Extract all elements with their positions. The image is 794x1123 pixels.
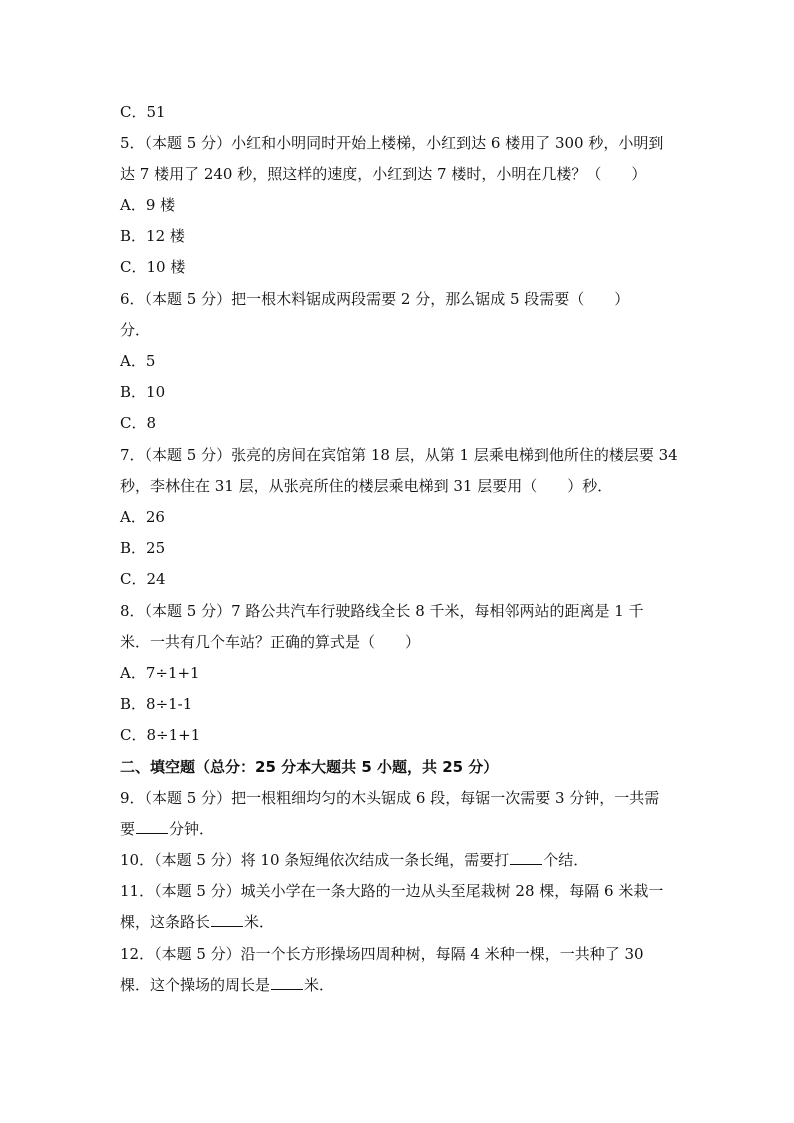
- q9-text-after-blank: 分钟．: [169, 820, 215, 838]
- q10-text-after-blank: 个结．: [543, 851, 589, 869]
- q5-text-line2: 达 7 楼用了 240 秒，照这样的速度，小红到达 7 楼时，小明在几楼？（ ）: [120, 165, 647, 183]
- q6-text-line1: 6．（本题 5 分）把一根木料锯成两段需要 2 分，那么锯成 5 段需要（ ）: [120, 290, 630, 308]
- q12-answer-blank: [271, 975, 303, 990]
- q7-text-line1: 7．（本题 5 分）张亮的房间在宾馆第 18 层，从第 1 层乘电梯到他所住的楼层要 34: [120, 446, 678, 464]
- q9-text-line1: 9．（本题 5 分）把一根粗细均匀的木头锯成 6 段，每锯一次需要 3 分钟，一共需: [120, 789, 660, 807]
- q9-text-line2: [120, 818, 680, 840]
- q11-answer-blank: [211, 912, 243, 927]
- q6-option-c: C．8: [120, 414, 157, 432]
- q8-text-line2: 米．一共有几个车站？正确的算式是（ ）: [120, 633, 421, 651]
- q6-option-b: B．10: [120, 383, 166, 401]
- q10-answer-blank: [510, 850, 542, 865]
- q9-text-before-blank: 要: [120, 820, 136, 838]
- q5-option-c: C．10 楼: [120, 258, 186, 276]
- q12-text-line1: 12．（本题 5 分）沿一个长方形操场四周种树，每隔 4 米种一棵，一共种了 30: [120, 945, 644, 963]
- q12-text-after-blank: 米．: [304, 976, 335, 994]
- q7-option-c: C．24: [120, 570, 166, 588]
- q12-text-line2: [120, 974, 680, 996]
- q4-option-c: C．51: [120, 103, 166, 121]
- q5-option-b: B．12 楼: [120, 227, 185, 245]
- q10-text-before-blank: 10．（本题 5 分）将 10 条短绳依次结成一条长绳，需要打: [120, 851, 510, 869]
- section-two-heading: 二、填空题（总分：25 分本大题共 5 小题，共 25 分）: [120, 758, 499, 776]
- q7-option-b: B．25: [120, 539, 166, 557]
- q7-text-line2: 秒，李林住在 31 层，从张亮所住的楼层乘电梯到 31 层要用（ ）秒．: [120, 477, 613, 495]
- q8-option-b: B．8÷1-1: [120, 695, 193, 713]
- q10-text: [120, 849, 680, 871]
- q11-text-line2: [120, 911, 680, 933]
- q9-answer-blank: [136, 819, 168, 834]
- q11-text-line1: 11．（本题 5 分）城关小学在一条大路的一边从头至尾栽树 28 棵，每隔 6 米栽一: [120, 882, 664, 900]
- q6-option-a: A．5: [120, 352, 156, 370]
- q8-text-line1: 8．（本题 5 分）7 路公共汽车行驶路线全长 8 千米，每相邻两站的距离是 1 千: [120, 602, 644, 620]
- q11-text-before-blank: 棵，这条路长: [120, 913, 211, 931]
- q5-text-line1: 5．（本题 5 分）小红和小明同时开始上楼梯，小红到达 6 楼用了 300 秒，小明到: [120, 134, 664, 152]
- q12-text-before-blank: 棵．这个操场的周长是: [120, 976, 271, 994]
- q11-text-after-blank: 米．: [244, 913, 275, 931]
- q5-option-a: A．9 楼: [120, 196, 176, 214]
- q8-option-c: C．8÷1+1: [120, 726, 201, 744]
- q6-text-line2: 分．: [120, 321, 151, 339]
- q7-option-a: A．26: [120, 508, 165, 526]
- q8-option-a: A．7÷1+1: [120, 664, 200, 682]
